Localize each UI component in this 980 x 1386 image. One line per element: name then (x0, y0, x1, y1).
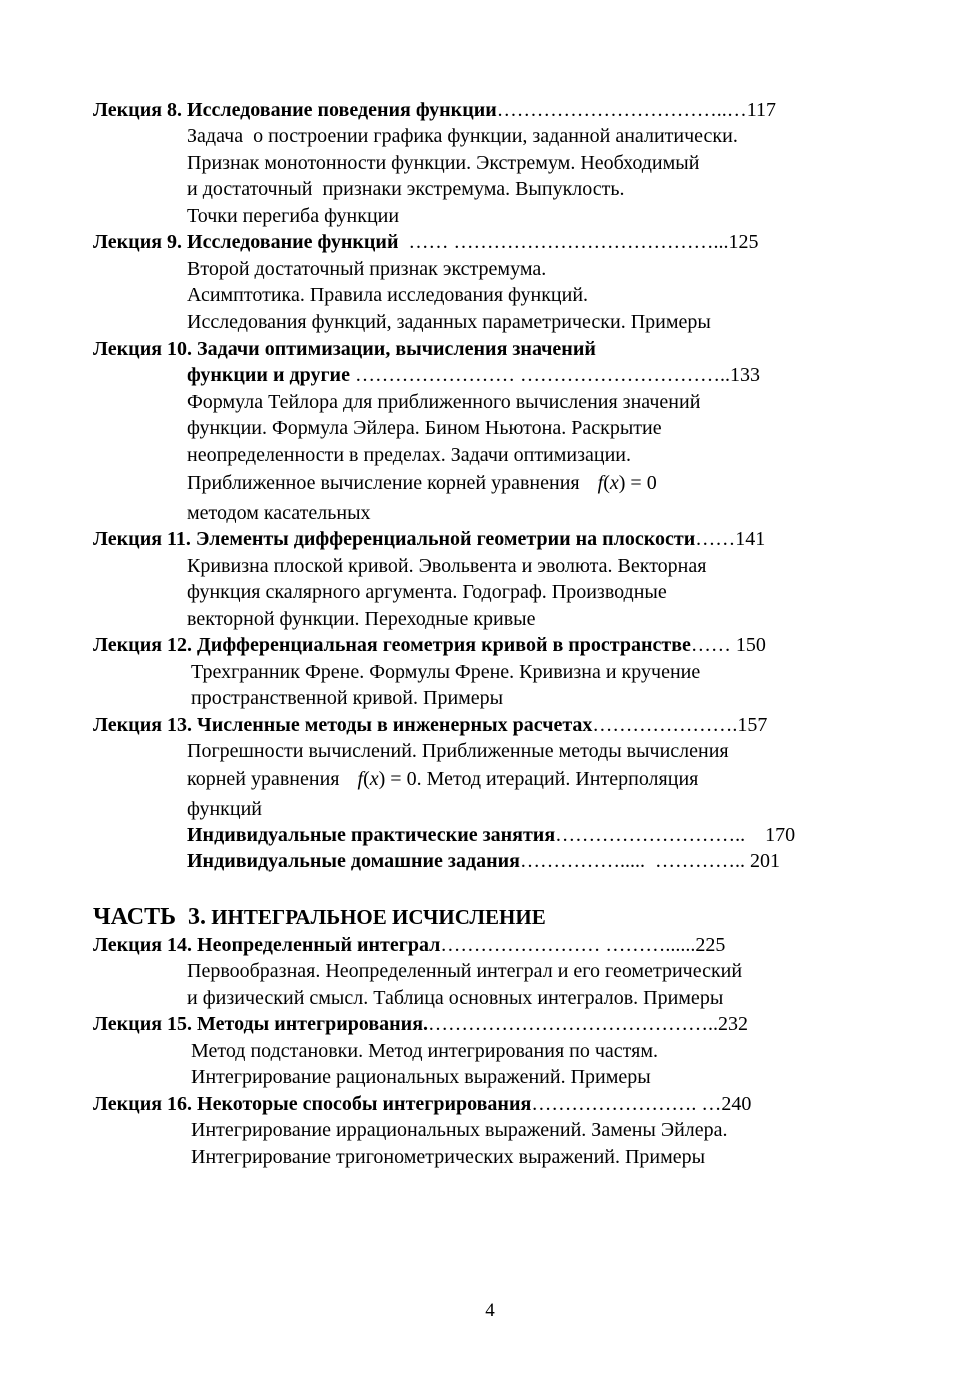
toc-title: Лекция 8. Исследование поведения функции (93, 99, 497, 121)
toc-title: Лекция 11. Элементы дифференциальной геометрии на плоскости (93, 528, 696, 550)
toc-description: Первообразная. Неопределенный интеграл и его геометрический (187, 960, 743, 982)
toc-entry-individual-homework (187, 848, 780, 874)
toc-description: неопределенности в пределах. Задачи оптимизации. (187, 444, 632, 466)
toc-title: Лекция 9. Исследование функций (93, 231, 399, 253)
toc-description: методом касательных (187, 502, 371, 524)
formula-x: x (369, 768, 379, 790)
toc-title: Лекция 12. Дифференциальная геометрия кривой в пространстве (93, 634, 691, 656)
formula-eq: ) = 0 (618, 472, 657, 494)
toc-description: Трехгранник Френе. Формулы Френе. Кривизна и кручение (191, 661, 701, 683)
toc-description: Точки перегиба функции (187, 205, 400, 227)
toc-description-with-formula (187, 470, 657, 496)
toc-title: Лекция 16. Некоторые способы интегрирования (93, 1093, 532, 1115)
part-title: ИНТЕГРАЛЬНОЕ ИСЧИСЛЕНИЕ (205, 905, 546, 929)
toc-leader-page: …………………… …………………………..133 (349, 364, 760, 386)
toc-entry-lecture-12 (93, 632, 766, 658)
formula-f: f (597, 472, 604, 494)
toc-entry-lecture-8 (93, 97, 776, 123)
toc-description: векторной функции. Переходные кривые (187, 608, 536, 630)
toc-leader-page: ……………………….. 170 (555, 824, 796, 846)
toc-title: Индивидуальные домашние задания (187, 850, 520, 872)
toc-description: Интегрирование тригонометрических выражений. Примеры (191, 1146, 706, 1168)
formula-x: x (609, 472, 619, 494)
toc-entry-lecture-15 (93, 1011, 748, 1037)
toc-description: Формула Тейлора для приближенного вычисления значений (187, 391, 701, 413)
toc-entry-lecture-10-cont (187, 362, 760, 388)
toc-entry-lecture-9 (93, 229, 758, 255)
toc-entry-lecture-10: Лекция 10. Задачи оптимизации, вычисления значений (93, 338, 596, 360)
toc-description: Кривизна плоской кривой. Эвольвента и эволюта. Векторная (187, 555, 707, 577)
toc-description: Асимптотика. Правила исследования функций. (187, 284, 589, 306)
toc-title: функции и другие (187, 364, 350, 386)
toc-entry-lecture-13 (93, 712, 767, 738)
toc-description: корней уравнения (187, 768, 340, 790)
toc-description: Погрешности вычислений. Приближенные методы вычисления (187, 740, 729, 762)
toc-entry-individual-practice (187, 822, 795, 848)
toc-entry-lecture-16 (93, 1091, 751, 1117)
toc-leader-page: …………………… ………......225 (440, 934, 726, 956)
formula-paren: ( (363, 768, 370, 790)
toc-leader-page: ……………..... ………….. 201 (519, 850, 780, 872)
toc-description: и физический смысл. Таблица основных интегралов. Примеры (187, 987, 724, 1009)
toc-description: Исследования функций, заданных параметрически. Примеры (187, 311, 711, 333)
toc-description: функций (187, 798, 262, 820)
toc-description: Метод подстановки. Метод интегрирования по частям. (191, 1040, 658, 1062)
toc-leader-page: …… 150 (690, 634, 766, 656)
toc-leader-page: ……………………. …240 (531, 1093, 752, 1115)
formula-eq: ) = 0 (378, 768, 417, 790)
part-heading (93, 904, 546, 931)
toc-leader-page: ……141 (695, 528, 766, 550)
toc-description: Интегрирование иррациональных выражений. Замены Эйлера. (191, 1119, 728, 1141)
formula-f: f (357, 768, 364, 790)
toc-description: Приближенное вычисление корней уравнения (187, 472, 580, 494)
toc-description: Второй достаточный признак экстремума. (187, 258, 547, 280)
toc-title: Лекция 13. Численные методы в инженерных расчетах (93, 714, 593, 736)
toc-entry-lecture-11 (93, 526, 765, 552)
page-number: 4 (485, 1300, 495, 1321)
toc-leader-page: ……………………………………..232 (428, 1013, 749, 1035)
toc-description: функция скалярного аргумента. Годограф. Производные (187, 581, 667, 603)
toc-description: Задача о построении графика функции, заданной аналитически. (187, 125, 738, 147)
toc-entry-lecture-14 (93, 932, 725, 958)
toc-title: Индивидуальные практические занятия (187, 824, 556, 846)
toc-leader-page: ………………….157 (592, 714, 768, 736)
toc-description: . Метод итераций. Интерполяция (416, 768, 699, 790)
toc-description: функции. Формула Эйлера. Бином Ньютона. Раскрытие (187, 417, 662, 439)
toc-description: Признак монотонности функции. Экстремум. Необходимый (187, 152, 700, 174)
toc-leader-page: …… …………………………………...125 (398, 231, 759, 253)
toc-title: Лекция 15. Методы интегрирования. (93, 1013, 429, 1035)
formula-paren: ( (603, 472, 610, 494)
toc-description: Интегрирование рациональных выражений. Примеры (191, 1066, 651, 1088)
toc-description-with-formula (187, 766, 698, 792)
toc-title: Лекция 14. Неопределенный интеграл (93, 934, 441, 956)
toc-description: пространственной кривой. Примеры (191, 687, 504, 709)
part-number: ЧАСТЬ 3. (93, 904, 206, 930)
toc-leader-page: ……………………………..…117 (496, 99, 777, 121)
toc-description: и достаточный признаки экстремума. Выпуклость. (187, 178, 625, 200)
